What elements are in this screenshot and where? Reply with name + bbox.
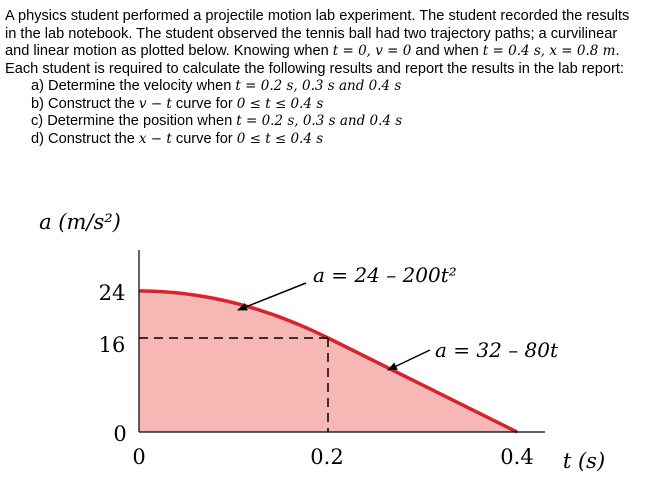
intro-text-3: . Each student is required to calculate the following results and report the results in the lab report: bbox=[5, 43, 624, 77]
task-a: a) Determine the velocity when t = 0.2 s, 0.3 s and 0.4 s bbox=[31, 78, 402, 94]
initial-condition: t = 0, v = 0 bbox=[332, 43, 412, 59]
y-axis-label: a (m/s²) bbox=[39, 210, 121, 234]
y-tick-24: 24 bbox=[98, 281, 126, 305]
position-condition: t = 0.4 s, x = 0.8 m bbox=[482, 43, 616, 59]
arrow-to-linear-segment bbox=[388, 350, 430, 370]
arrow-to-parabolic-segment bbox=[238, 283, 306, 310]
y-tick-16: 16 bbox=[98, 333, 126, 357]
x-tick-0-4: 0.4 bbox=[500, 445, 534, 469]
intro-text-2: and when bbox=[411, 43, 483, 59]
task-b: b) Construct the v − t curve for 0 ≤ t ≤ 0.4 s bbox=[31, 95, 324, 112]
equation-parabolic: a = 24 – 200t² bbox=[313, 263, 457, 287]
y-tick-0: 0 bbox=[113, 422, 127, 446]
task-c: c) Determine the position when t = 0.2 s, 0.3 s and 0.4 s bbox=[31, 113, 403, 129]
intro-text-1: A physics student performed a projectile motion lab experiment. The student recorded the results in the lab notebook. The student observed the tennis ball had two trajectory paths; a curvilinear and linear motion as plotted below. Knowing when bbox=[5, 8, 630, 59]
equation-linear: a = 32 – 80t bbox=[435, 338, 559, 362]
x-tick-0-2: 0.2 bbox=[310, 445, 344, 469]
x-axis-label: t (s) bbox=[562, 449, 606, 473]
task-d: d) Construct the x − t curve for 0 ≤ t ≤ 0.4 s bbox=[31, 130, 324, 147]
x-tick-0: 0 bbox=[132, 445, 146, 469]
